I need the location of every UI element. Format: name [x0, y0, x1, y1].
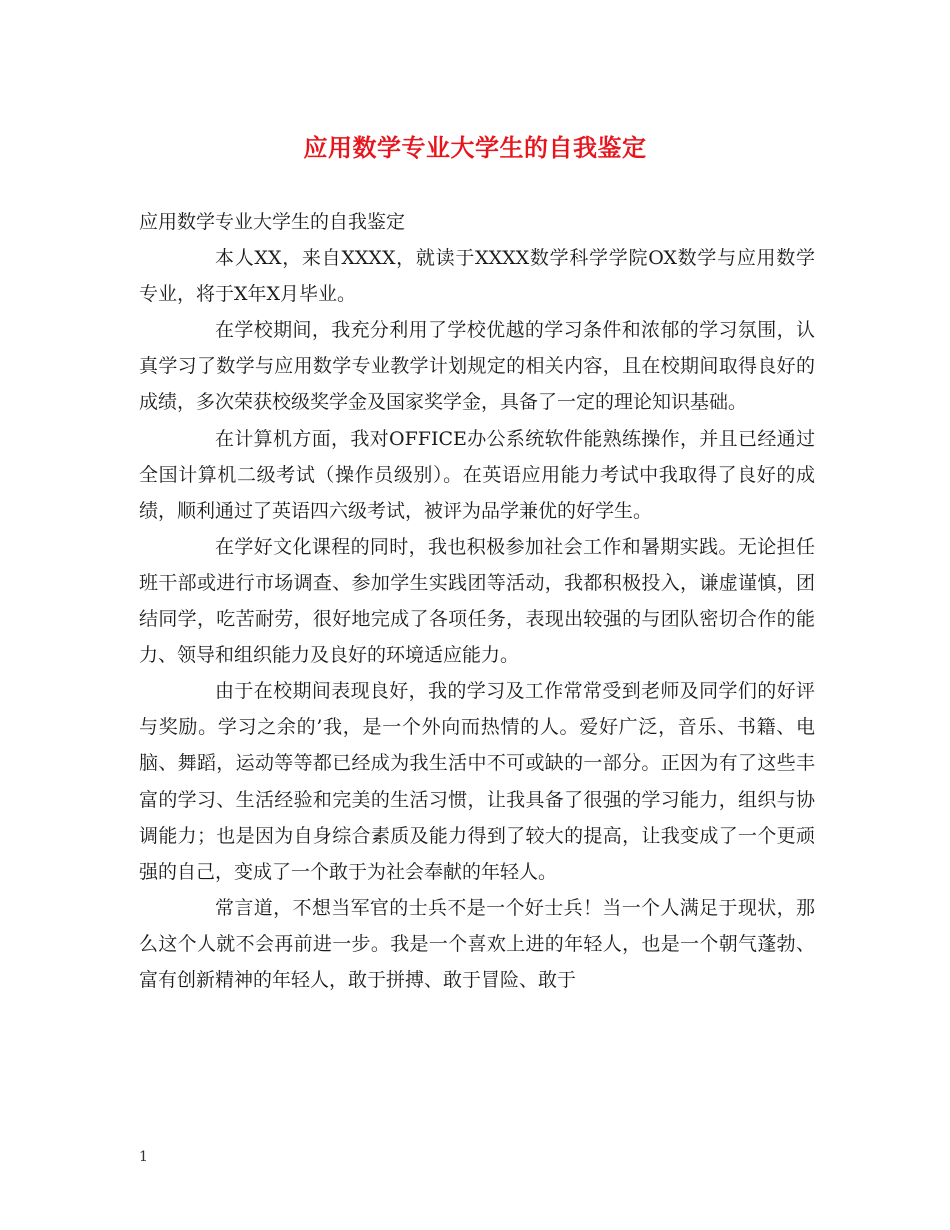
paragraph-study: 在学校期间，我充分利用了学校优越的学习条件和浓郁的学习氛围，认真学习了数学与应用数学专业教学计划规定的相关内容，且在校期间取得良好的成绩，多次荣获校级奖学金及国家奖学金，具备了一定的理论知识基础。 [139, 319, 815, 414]
document-title: 应用数学专业大学生的自我鉴定 [303, 133, 647, 162]
paragraph-ambition: 常言道，不想当军官的士兵不是一个好士兵！当一个人满足于现状，那么这个人就不会再前进一步。我是一个喜欢上进的年轻人，也是一个朝气蓬勃、富有创新精神的年轻人，敢于拼搏、敢于冒险、敢于 [139, 896, 815, 991]
paragraph-intro: 本人XX，来自XXXX，就读于XXXX数学科学学院OX数学与应用数学专业，将于X年X月毕业。 [139, 247, 815, 306]
page-number: 1 [139, 1149, 148, 1165]
paragraph-social-work: 在学好文化课程的同时，我也积极参加社会工作和暑期实践。无论担任班干部或进行市场调查、参加学生实践团等活动，我都积极投入，谦虚谨慎，团结同学，吃苦耐劳，很好地完成了各项任务，表现出较强的与团队密切合作的能力、领导和组织能力及良好的环境适应能力。 [139, 535, 815, 667]
paragraph-computer-english: 在计算机方面，我对OFFICE办公系统软件能熟练操作，并且已经通过全国计算机二级考试（操作员级别）。在英语应用能力考试中我取得了良好的成绩，顺利通过了英语四六级考试，被评为品学兼优的好学生。 [139, 427, 815, 522]
document-subtitle: 应用数学专业大学生的自我鉴定 [139, 211, 406, 233]
document-body [139, 204, 815, 998]
paragraph-personality: 由于在校期间表现良好，我的学习及工作常常受到老师及同学们的好评与奖励。学习之余的’我，是一个外向而热情的人。爱好广泛，音乐、书籍、电脑、舞蹈，运动等等都已经成为我生活中不可或缺的一部分。正因为有了这些丰富的学习、生活经验和完美的生活习惯，让我具备了很强的学习能力，组织与协调能力；也是因为自身综合素质及能力得到了较大的提高，让我变成了一个更顽强的自己，变成了一个敢于为社会奉献的年轻人。 [139, 680, 815, 883]
